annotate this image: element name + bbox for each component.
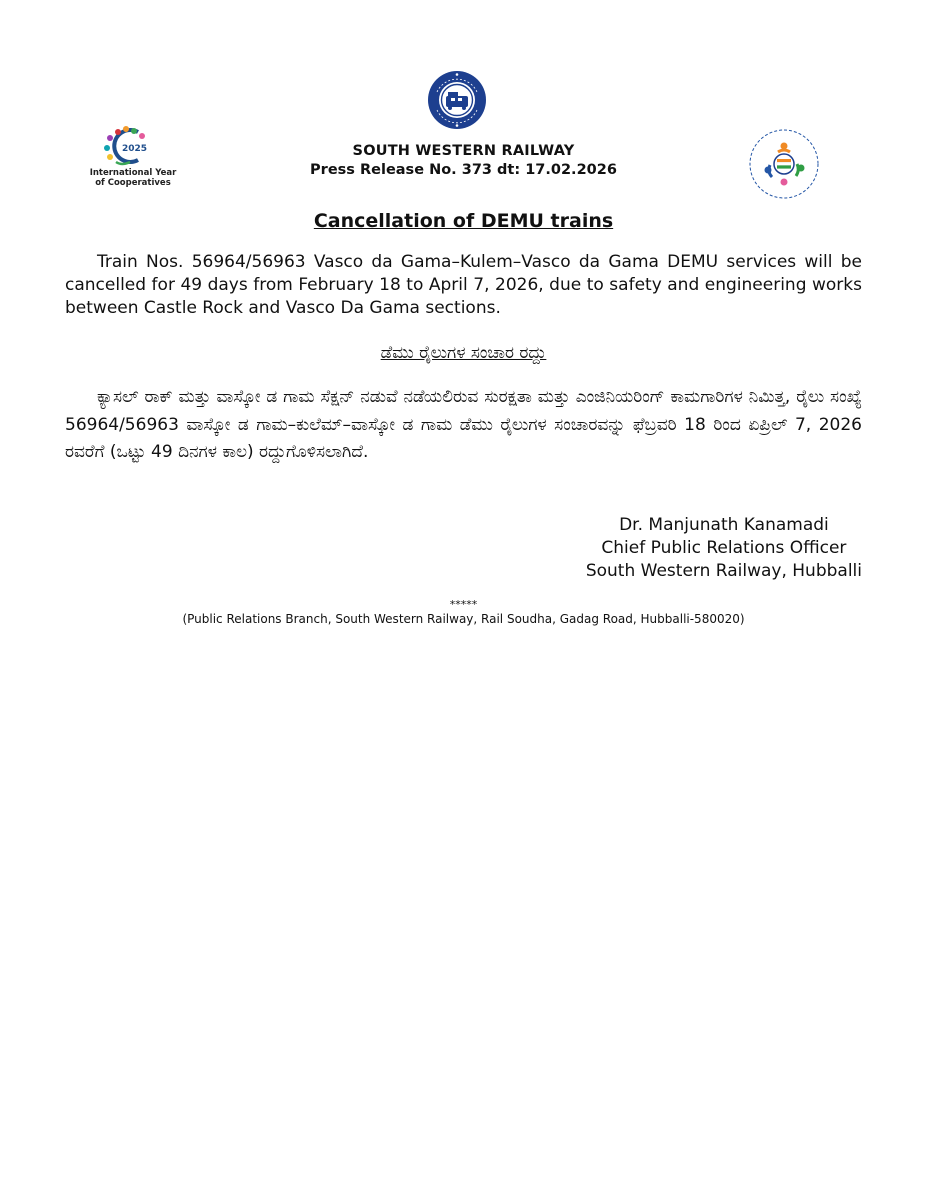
- signatory-title: Chief Public Relations Officer: [601, 538, 847, 558]
- separator: *****: [449, 598, 478, 611]
- headline: Cancellation of DEMU trains: [313, 210, 614, 232]
- indian-railways-logo: [427, 70, 487, 130]
- indian-railways-emblem-icon: [427, 70, 487, 130]
- signature-block: [586, 514, 862, 583]
- organization-name: SOUTH WESTERN RAILWAY: [352, 143, 575, 159]
- kannada-body-paragraph: ಕ್ಯಾಸಲ್ ರಾಕ್ ಮತ್ತು ವಾಸ್ಕೋ ಡ ಗಾಮ ಸೆಕ್ಷನ್ ನಡುವೆ ನಡೆಯಲಿರುವ ಸುರಕ್ಷತಾ ಮತ್ತು ಎಂಜಿನಿಯರಿಂಗ್ ಕಾಮಗಾರಿಗಳ ನಿಮಿತ್ತ, ರೈಲು ಸಂಖ್ಯೆ 56964/56963 ವಾಸ್ಕೋ ಡ ಗಾಮ–ಕುಲೆಮ್–ವಾಸ್ಕೋ ಡ ಗಾಮ ಡೆಮು ರೈಲುಗಳ ಸಂಚಾರವನ್ನು ಫೆಬ್ರವರಿ 18 ರಿಂದ ಏಪ್ರಿಲ್ 7, 2026 ರವರೆಗೆ (ಒಟ್ಟು 49 ದಿನಗಳ ಕಾಲ) ರದ್ದುಗೊಳಿಸಲಾಗಿದೆ.: [65, 387, 862, 462]
- footer-address: (Public Relations Branch, South Western Railway, Rail Soudha, Gadag Road, Hubballi-580020): [182, 612, 745, 626]
- signatory-name: Dr. Manjunath Kanamadi: [619, 515, 829, 535]
- iyc-caption-line2: of Cooperatives: [95, 178, 171, 188]
- signatory-office: South Western Railway, Hubballi: [585, 561, 862, 581]
- kannada-title: ಡೆಮು ರೈಲುಗಳ ಸಂಚಾರ ರದ್ದು: [380, 343, 547, 363]
- iyc-caption-line1: International Year: [89, 168, 177, 178]
- english-body-paragraph: Train Nos. 56964/56963 Vasco da Gama–Kulem–Vasco da Gama DEMU services will be cancelled for 49 days from February 18 to April 7, 2026, due to safety and engineering works between Castle Rock and Vasco Da Gama sections.: [65, 252, 862, 318]
- iyc-year: 2025: [122, 144, 148, 154]
- press-release-number: Press Release No. 373 dt: 17.02.2026: [310, 162, 617, 178]
